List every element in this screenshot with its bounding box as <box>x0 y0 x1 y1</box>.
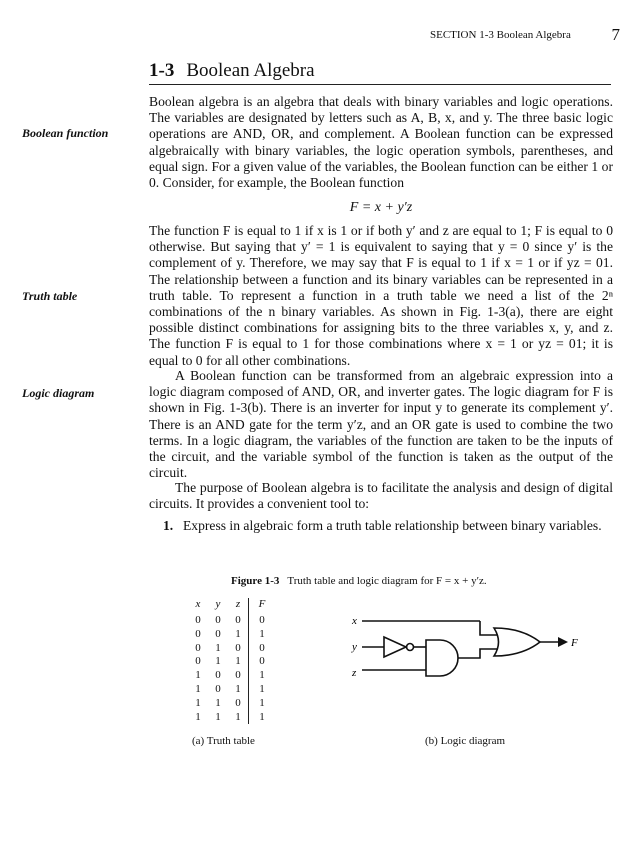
cell: 1 <box>235 627 241 640</box>
cell: 0 <box>195 655 201 668</box>
cell: 1 <box>215 641 221 654</box>
cell: 0 <box>249 655 276 669</box>
wire-and-to-or <box>458 649 498 658</box>
cell: 1 <box>249 697 276 711</box>
cell: 0 <box>235 696 241 709</box>
cell: 0 <box>215 614 221 626</box>
input-z-label: z <box>352 667 357 679</box>
truth-table-header <box>188 598 275 614</box>
or-gate <box>494 628 540 656</box>
figure-label: Figure 1-3 <box>231 575 280 587</box>
running-head <box>430 25 620 44</box>
and-gate <box>426 640 458 676</box>
paragraph-purpose: The purpose of Boolean algebra is to facilitate the analysis and design of digital circuits. It provides a convenient tool to: <box>149 480 613 512</box>
section-running-title: SECTION 1-3 Boolean Algebra <box>430 29 571 41</box>
table-row <box>188 614 275 628</box>
cell: 0 <box>195 641 201 654</box>
output-arrow-icon <box>558 637 568 647</box>
paragraph-intro: Boolean algebra is an algebra that deals with binary variables and logic operations. The variables are designated by letters such as A, B, x, and y. The three basic logic operations are AND, OR, and complement. A Boolean function can be expressed algebraically with binary variables, the logic operation symbols, parentheses, and equal sign. For a given value of the variables, the Boolean function can be either 1 or 0. Consider, for example, the Boolean function <box>149 94 613 191</box>
table-row <box>188 697 275 711</box>
figure-caption-text: Truth table and logic diagram for F = x + y′z. <box>287 575 487 587</box>
table-row <box>188 669 275 683</box>
table-row <box>188 711 275 725</box>
margin-note-truth-table: Truth table <box>22 289 78 303</box>
cell: 1 <box>215 710 221 723</box>
cell: 0 <box>249 614 276 628</box>
cell: 0 <box>235 641 241 654</box>
list-item-text: Express in algebraic form a truth table relationship between binary variables. <box>183 518 602 533</box>
paragraph-logic-diagram: A Boolean function can be transformed from an algebraic expression into a logic diagram composed of AND, OR, and inverter gates. The logic diagram for F is shown in Fig. 1-3(b). There is an inverter for input y to generate its complement y′. There is an AND gate for the term y′z, and an OR gate is used to combine the two terms. In a logic diagram, the variables of the function are taken to be the inputs of the circuit, and the variable symbol of the function is taken as the output of the circuit. <box>149 368 613 481</box>
cell: 0 <box>235 614 241 626</box>
cell: 1 <box>195 682 201 695</box>
header-y: y <box>215 598 221 610</box>
cell: 1 <box>215 696 221 709</box>
cell: 1 <box>195 710 201 723</box>
header-x: x <box>195 598 201 610</box>
cell: 1 <box>215 655 221 668</box>
header-z: z <box>235 598 241 610</box>
table-row <box>188 642 275 656</box>
cell: 0 <box>235 669 241 682</box>
paragraph-truth-table: The function F is equal to 1 if x is 1 or if both y′ and z are equal to 1; F is equal to 0 otherwise. But saying that y′ = 1 is equivalent to saying that y = 0 since y′ is the complement of y. Therefore, we may say that F is equal to 1 if x = 1 or if yz = 01. The relationship between a function and its binary variables can be represented in a truth table. To represent a function in a truth table we need a list of the 2ⁿ combinations of the n binary variables. As shown in Fig. 1-3(a), there are eight possible distinct combinations for assigning bits to the three variables x, y, and z. The function F is equal to 1 for those combinations where x = 1 or yz = 01; it is equal to 0 for all other combinations. <box>149 223 613 368</box>
input-x-label: x <box>352 615 357 627</box>
cell: 1 <box>249 683 276 697</box>
cell: 1 <box>235 655 241 668</box>
truth-table <box>188 598 275 724</box>
margin-note-logic-diagram: Logic diagram <box>22 386 95 400</box>
header-f: F <box>249 598 276 614</box>
cell: 1 <box>249 628 276 642</box>
cell: 1 <box>195 696 201 709</box>
cell: 1 <box>235 682 241 695</box>
cell: 1 <box>235 710 241 723</box>
section-title: Boolean Algebra <box>186 60 315 81</box>
table-row <box>188 683 275 697</box>
logic-diagram <box>340 610 590 690</box>
subcaption-truth-table: (a) Truth table <box>192 735 255 747</box>
cell: 0 <box>215 682 221 695</box>
figure-caption <box>231 575 611 587</box>
section-number: 1-3 <box>149 60 175 81</box>
input-y-label: y <box>352 641 357 653</box>
table-row <box>188 628 275 642</box>
subcaption-logic-diagram: (b) Logic diagram <box>425 735 506 747</box>
list-item-number: 1. <box>163 518 174 533</box>
cell: 0 <box>249 642 276 656</box>
cell: 1 <box>249 669 276 683</box>
cell: 1 <box>195 669 201 682</box>
cell: 1 <box>249 711 276 725</box>
table-row <box>188 655 275 669</box>
inverter-gate <box>384 637 406 657</box>
section-heading <box>149 60 611 85</box>
cell: 0 <box>215 669 221 682</box>
cell: 0 <box>215 627 221 640</box>
cell: 0 <box>195 614 201 626</box>
margin-note-boolean-function: Boolean function <box>22 126 109 140</box>
output-f-label: F <box>571 637 578 649</box>
cell: 0 <box>195 627 201 640</box>
page-number: 7 <box>611 25 620 44</box>
equation: F = x + y′z <box>349 200 413 215</box>
